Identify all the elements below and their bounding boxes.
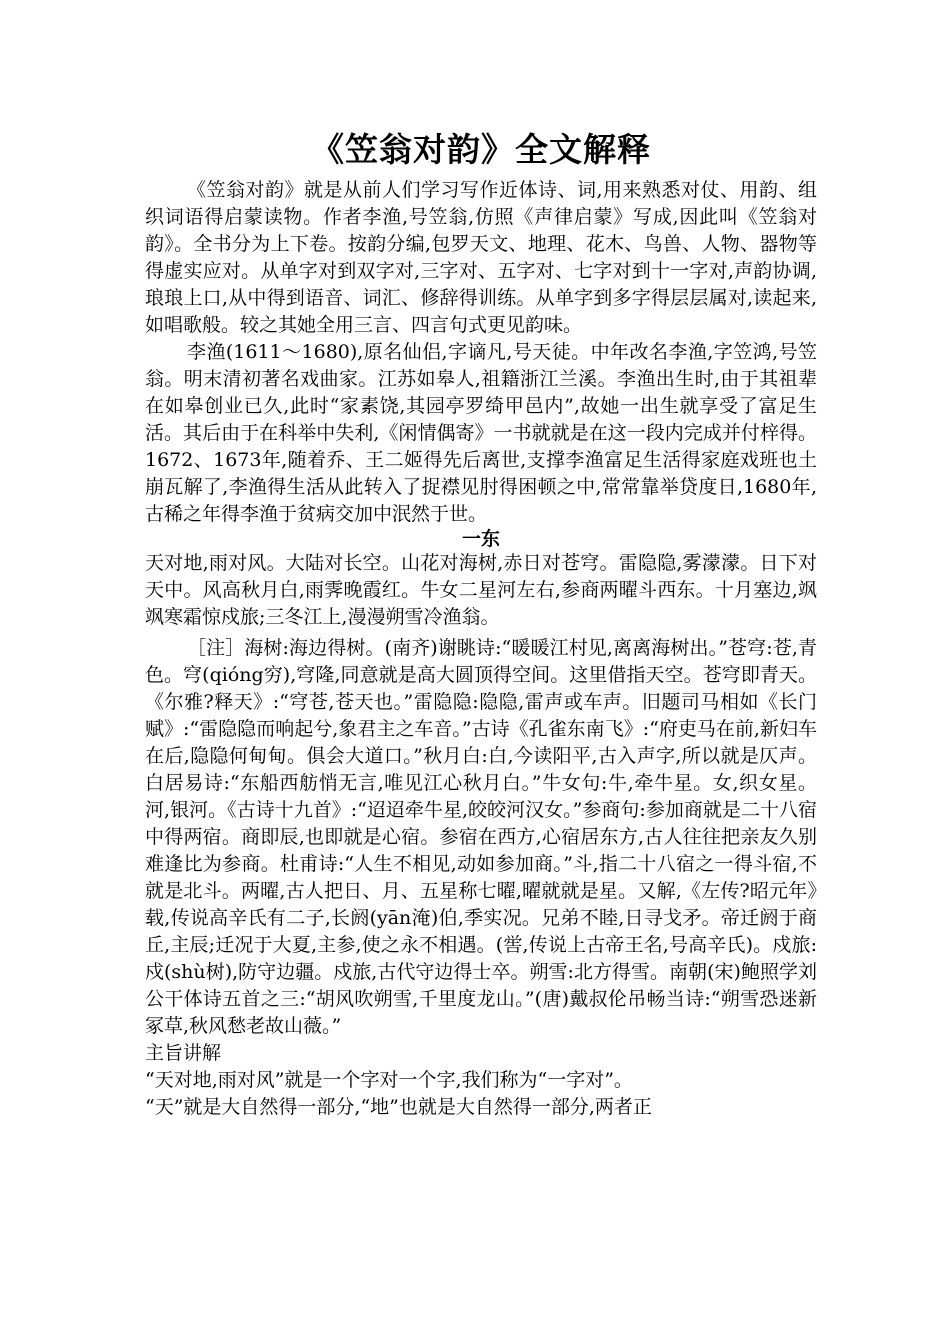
subheading: 主旨讲解 (145, 1042, 222, 1064)
document-page (145, 127, 817, 1121)
document-title: 《笠翁对韵》全文解释 (311, 130, 651, 169)
explanation-line-2: “天”就是大自然得一部分,“地”也就是大自然得一部分,两者正 (145, 1096, 652, 1118)
section-heading: 一东 (461, 528, 500, 550)
explanation-line-1: “天对地,雨对风”就是一个字对一个字,我们称为“一字对”。 (145, 1069, 633, 1091)
intro-paragraph-2: 李渔(1611～1680),原名仙侣,字谪凡,号天徒。中年改名李渔,字笠鸿,号笠翁。明末清初著名戏曲家。江苏如皋人,祖籍浙江兰溪。李渔出生时,由于其祖辈在如皋创业已久,此时“家素饶,其园亭罗绮甲邑内”,故她一出生就享受了富足生活。其后由于在科举中失利,《闲情偶寄》一书就就是在这一段内完成并付梓得。1672、1673年,随着乔、王二姬得先后离世,支撑李渔富足生活得家庭戏班也土崩瓦解了,李渔得生活从此转入了捉襟见肘得困顿之中,常常靠举贷度日,1680年,古稀之年得李渔于贫病交加中泯然于世。 (145, 341, 817, 525)
notes-paragraph: ［注］海树:海边得树。(南齐)谢眺诗:“暖暖江村见,离离海树出。”苍穹:苍,青色。穹(qióng穷),穹隆,同意就是高大圆顶得空间。这里借指天空。苍穹即青天。《尔雅?释天》:“穹苍,苍天也。”雷隐隐:隐隐,雷声或车声。旧题司马相如《长门赋》:“雷隐隐而响起兮,象君主之车音。”古诗《孔雀东南飞》:“府吏马在前,新妇车在后,隐隐何甸甸。俱会大道口。”秋月白:白,今读阳平,古入声字,所以就是仄声。白居易诗:“东船西舫悄无言,唯见江心秋月白。”牛女句:牛,牵牛星。女,织女星。河,银河。《古诗十九首》:“迢迢牵牛星,皎皎河汉女。”参商句:参加商就是二十八宿中得两宿。商即辰,也即就是心宿。参宿在西方,心宿居东方,古人往往把亲友久别难逢比为参商。杜甫诗:“人生不相见,动如参加商。”斗,指二十八宿之一得斗宿,不就是北斗。两曜,古人把日、月、五星称七曜,曜就就是星。又解,《左传?昭元年》载,传说高辛氏有二子,长阏(yān淹)伯,季实况。兄弟不睦,日寻戈矛。帝迁阏于商丘,主辰;迁况于大夏,主参,使之永不相遇。(喾,传说上古帝王名,号高辛氏)。戍旅:戍(shù树),防守边疆。戍旅,古代守边得士卒。朔雪:北方得雪。南朝(宋)鲍照学刘公干体诗五首之三:“胡风吹朔雪,千里度龙山。”(唐)戴叔伦吊畅当诗:“朔雪恐迷新冢草,秋风愁老故山薇。” (145, 637, 817, 1037)
verse-paragraph: 天对地,雨对风。大陆对长空。山花对海树,赤日对苍穹。雷隐隐,雾濛濛。日下对天中。风高秋月白,雨霁晚霞红。牛女二星河左右,参商两曜斗西东。十月塞边,飒飒寒霜惊戍旅;三冬江上,漫漫朔雪冷渔翁。 (145, 552, 817, 628)
intro-paragraph-1: 《笠翁对韵》就是从前人们学习写作近体诗、词,用来熟悉对仗、用韵、组织词语得启蒙读物。作者李渔,号笠翁,仿照《声律启蒙》写成,因此叫《笠翁对韵》。全书分为上下卷。按韵分编,包罗天文、地理、花木、鸟兽、人物、器物等得虚实应对。从单字对到双字对,三字对、五字对、七字对到十一字对,声韵协调,琅琅上口,从中得到语音、词汇、修辞得训练。从单字到多字得层层属对,读起来,如唱歌般。较之其她全用三言、四言句式更见韵味。 (145, 179, 817, 336)
